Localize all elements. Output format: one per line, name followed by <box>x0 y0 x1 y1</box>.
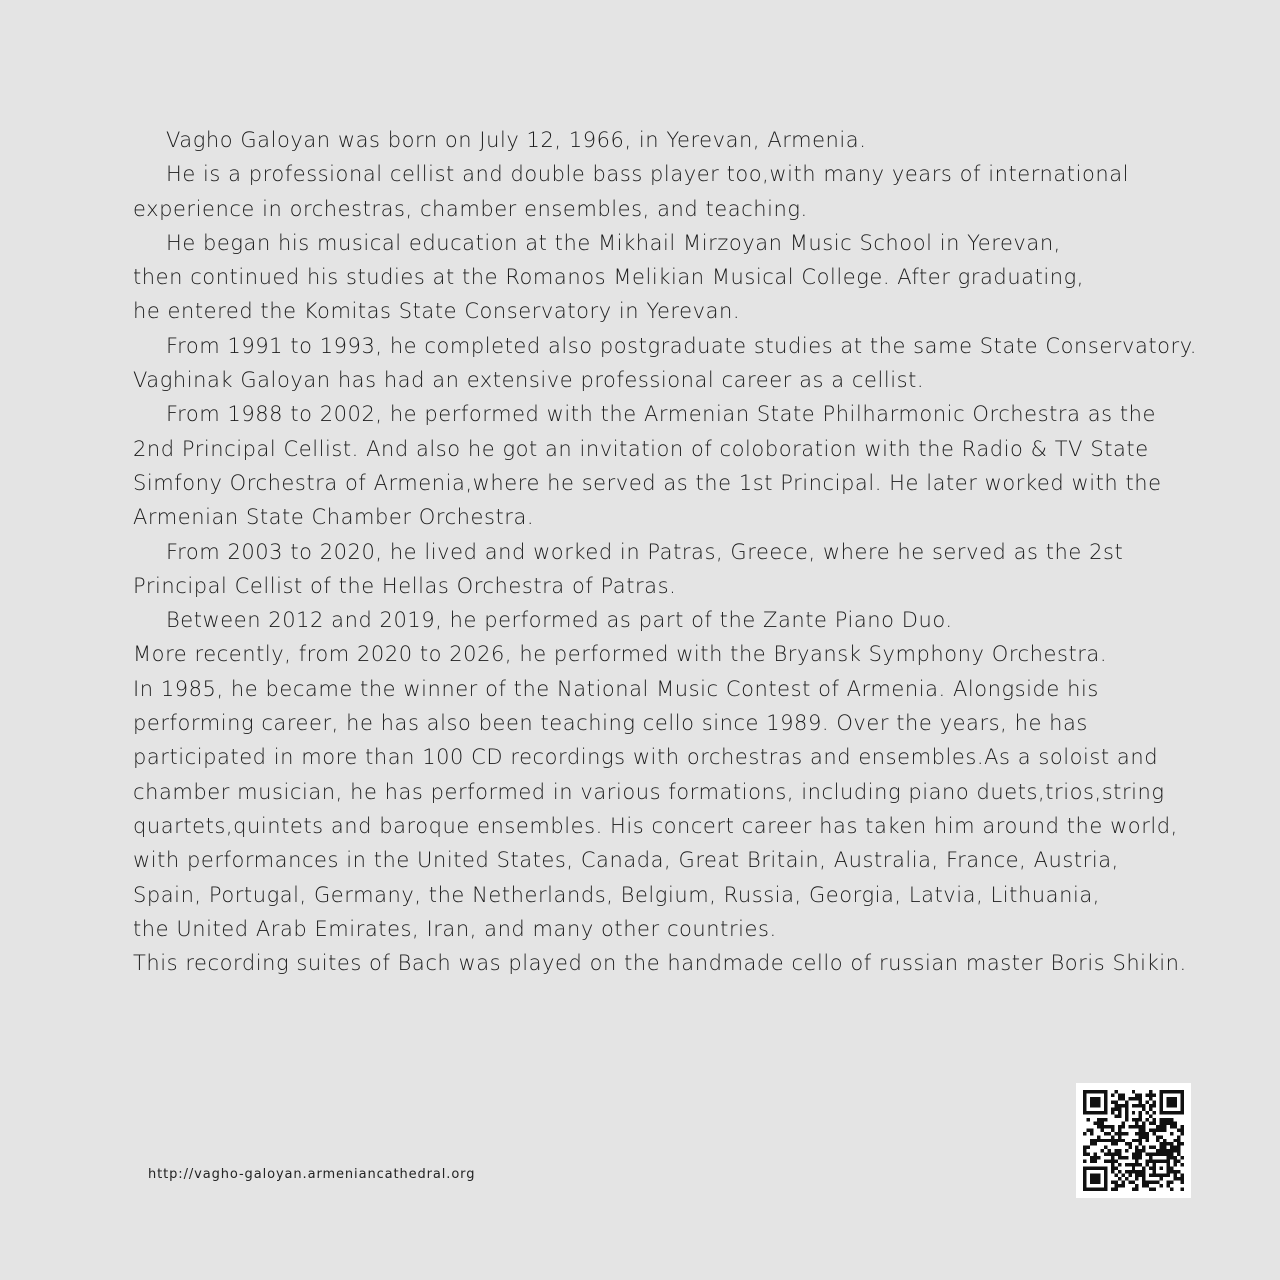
bio-line: Principal Cellist of the Hellas Orchestra of Patras. <box>133 573 677 598</box>
bio-line: Vaghinak Galoyan has had an extensive professional career as a cellist. <box>133 368 925 393</box>
bio-line: Vagho Galoyan was born on July 12, 1966, in Yerevan, Armenia. <box>166 128 867 152</box>
bio-line: He is a professional cellist and double bass player too,with many years of international <box>166 162 1130 187</box>
bio-line: More recently, from 2020 to 2026, he performed with the Bryansk Symphony Orchestra. <box>133 642 1108 667</box>
qr-code-graphic <box>1083 1090 1184 1191</box>
bio-line: He began his musical education at the Mikhail Mirzoyan Music School in Yerevan, <box>166 230 1061 255</box>
bio-line: he entered the Komitas State Conservatory in Yerevan. <box>133 299 741 324</box>
bio-line: quartets,quintets and baroque ensembles. His concert career has taken him around the world, <box>133 813 1178 838</box>
bio-line: From 1988 to 2002, he performed with the Armenian State Philharmonic Orchestra as the <box>166 402 1156 427</box>
bio-line: participated in more than 100 CD recordings with orchestras and ensembles.As a soloist and <box>133 745 1159 770</box>
bio-line: performing career, he has also been teaching cello since 1989. Over the years, he has <box>133 711 1088 736</box>
bio-line: chamber musician, he has performed in various formations, including piano duets,trios,string <box>133 779 1165 804</box>
bio-line: then continued his studies at the Romanos Melikian Musical College. After graduating, <box>133 265 1084 290</box>
bio-line: Between 2012 and 2019, he performed as part of the Zante Piano Duo. <box>166 608 953 633</box>
website-url[interactable]: http://vagho-galoyan.armeniancathedral.org <box>148 1167 476 1182</box>
bio-line: Armenian State Chamber Orchestra. <box>133 505 535 530</box>
bio-line: experience in orchestras, chamber ensembles, and teaching. <box>133 196 808 221</box>
bio-line: In 1985, he became the winner of the National Music Contest of Armenia. Alongside his <box>133 676 1099 701</box>
bio-line: Simfony Orchestra of Armenia,where he served as the 1st Principal. He later worked with the <box>133 470 1162 495</box>
bio-line: with performances in the United States, Canada, Great Britain, Australia, France, Austria, <box>133 848 1119 873</box>
qr-code-icon <box>1076 1083 1191 1198</box>
bio-line: This recording suites of Bach was played on the handmade cello of russian master Boris Shikin. <box>133 951 1187 976</box>
biography-text <box>133 123 1243 980</box>
bio-line: 2nd Principal Cellist. And also he got an invitation of coloboration with the Radio & TV State <box>133 436 1149 461</box>
bio-line: Spain, Portugal, Germany, the Netherlands, Belgium, Russia, Georgia, Latvia, Lithuania, <box>133 882 1100 907</box>
bio-line: the United Arab Emirates, Iran, and many other countries. <box>133 916 777 941</box>
bio-line: From 2003 to 2020, he lived and worked in Patras, Greece, where he served as the 2st <box>166 539 1124 564</box>
bio-line: From 1991 to 1993, he completed also postgraduate studies at the same State Conservatory. <box>166 333 1197 358</box>
